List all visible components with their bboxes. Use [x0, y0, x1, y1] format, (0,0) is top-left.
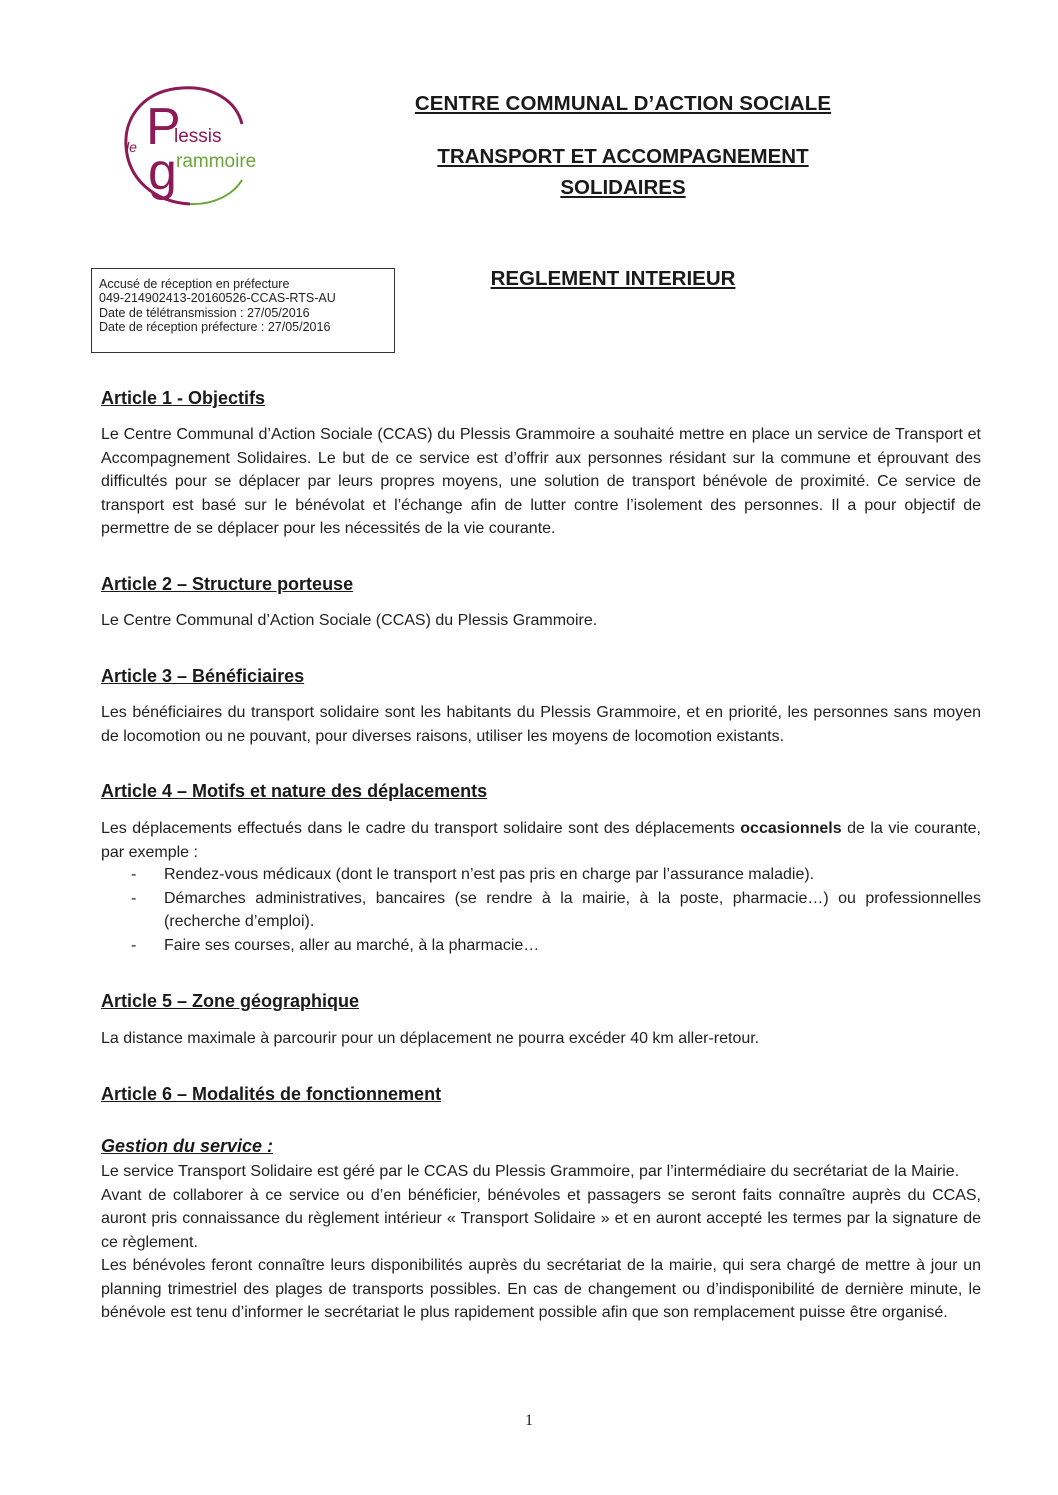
article-4-list	[131, 863, 981, 957]
emphasis-occasionnels: occasionnels	[740, 820, 842, 837]
article-6-subtitle: Gestion du service :	[101, 1136, 274, 1156]
article-3-title: Article 3 – Bénéficiaires	[101, 666, 305, 686]
page-number: 1	[525, 1412, 533, 1429]
article-6-paragraph: Le service Transport Solidaire est géré par le CCAS du Plessis Grammoire, par l’intermédiaire du secrétariat de la Mairie.	[101, 1163, 960, 1180]
article-4-title: Article 4 – Motifs et nature des déplacements	[101, 781, 488, 801]
svg-text:g: g	[148, 143, 177, 201]
article-4-text: Les déplacements effectués dans le cadre du transport solidaire sont des déplacements occasionnels de la vie courante, par exemple :	[101, 820, 982, 861]
prefecture-stamp	[91, 268, 395, 353]
list-item: - Rendez-vous médicaux (dont le transport n’est pas pris en charge par l’assurance maladie).	[131, 866, 815, 883]
service-title	[390, 141, 856, 203]
article-2-title: Article 2 – Structure porteuse	[101, 574, 354, 594]
stamp-line: Date de réception préfecture : 27/05/2016	[99, 320, 331, 335]
article-6-paragraph: Les bénévoles feront connaître leurs disponibilités auprès du secrétariat de la mairie, qui sera chargé de mettre à jour un planning trimestriel des plages de transports possibles. En cas de changement ou d’indisponibilité de dernière minute, le bénévole est tenu d’informer le secrétariat le plus rapidement possible afin que son remplacement puisse être organisé.	[101, 1257, 981, 1321]
service-title-line2: SOLIDAIRES	[560, 176, 686, 199]
svg-text:P: P	[146, 98, 181, 156]
list-item: - Démarches administratives, bancaires (se rendre à la mairie, à la poste, pharmacie…) ou professionnelles (recherche d’emploi).	[131, 889, 981, 930]
article-2-text: Le Centre Communal d’Action Sociale (CCAS) du Plessis Grammoire.	[101, 612, 598, 629]
article-5-text: La distance maximale à parcourir pour un déplacement ne pourra excéder 40 km aller-retour.	[101, 1030, 760, 1047]
list-item: - Faire ses courses, aller au marché, à la pharmacie…	[131, 936, 540, 954]
stamp-line: Date de télétransmission : 27/05/2016	[99, 305, 310, 320]
stamp-line: Accusé de réception en préfecture	[99, 277, 290, 291]
logo-plessis: lessis	[174, 126, 222, 147]
stamp-line: 049-214902413-20160526-CCAS-RTS-AU	[99, 291, 336, 306]
article-6-text	[101, 1160, 981, 1325]
article-1-text: Le Centre Communal d’Action Sociale (CCAS) du Plessis Grammoire a souhaité mettre en place un service de Transport et Accompagnement Solidaires. Le but de ce service est d’offrir aux personnes résidant sur la commune et éprouvant des difficultés pour se déplacer par leurs propres moyens, une solution de transport bénévole de proximité. Ce service de transport est basé sur le bénévolat et l’échange afin de lutter contre l’isolement des personnes. Il a pour objectif de permettre de se déplacer pour les nécessités de la vie courante.	[101, 426, 981, 537]
article-6-title: Article 6 – Modalités de fonctionnement	[101, 1084, 442, 1104]
article-5-title: Article 5 – Zone géographique	[101, 991, 360, 1011]
document-title: REGLEMENT INTERIEUR	[490, 267, 736, 290]
organization-title: CENTRE COMMUNAL D’ACTION SOCIALE	[414, 92, 832, 115]
logo-le: le	[126, 139, 137, 155]
article-1-title: Article 1 - Objectifs	[101, 388, 266, 408]
article-6-paragraph: Avant de collaborer à ce service ou d’en bénéficier, bénévoles et passagers se seront faits connaître auprès du CCAS, auront pris connaissance du règlement intérieur « Transport Solidaire » et en auront accepté les termes par la signature de ce règlement.	[101, 1186, 981, 1251]
service-title-line1: TRANSPORT ET ACCOMPAGNEMENT	[437, 145, 809, 168]
logo-grammoire: rammoire	[176, 151, 257, 172]
article-3-text: Les bénéficiaires du transport solidaire sont les habitants du Plessis Grammoire, et en priorité, les personnes sans moyen de locomotion ou ne pouvant, pour diverses raisons, utiliser les moyens de locomotion existants.	[101, 704, 981, 745]
plessis-grammoire-logo	[112, 84, 292, 208]
